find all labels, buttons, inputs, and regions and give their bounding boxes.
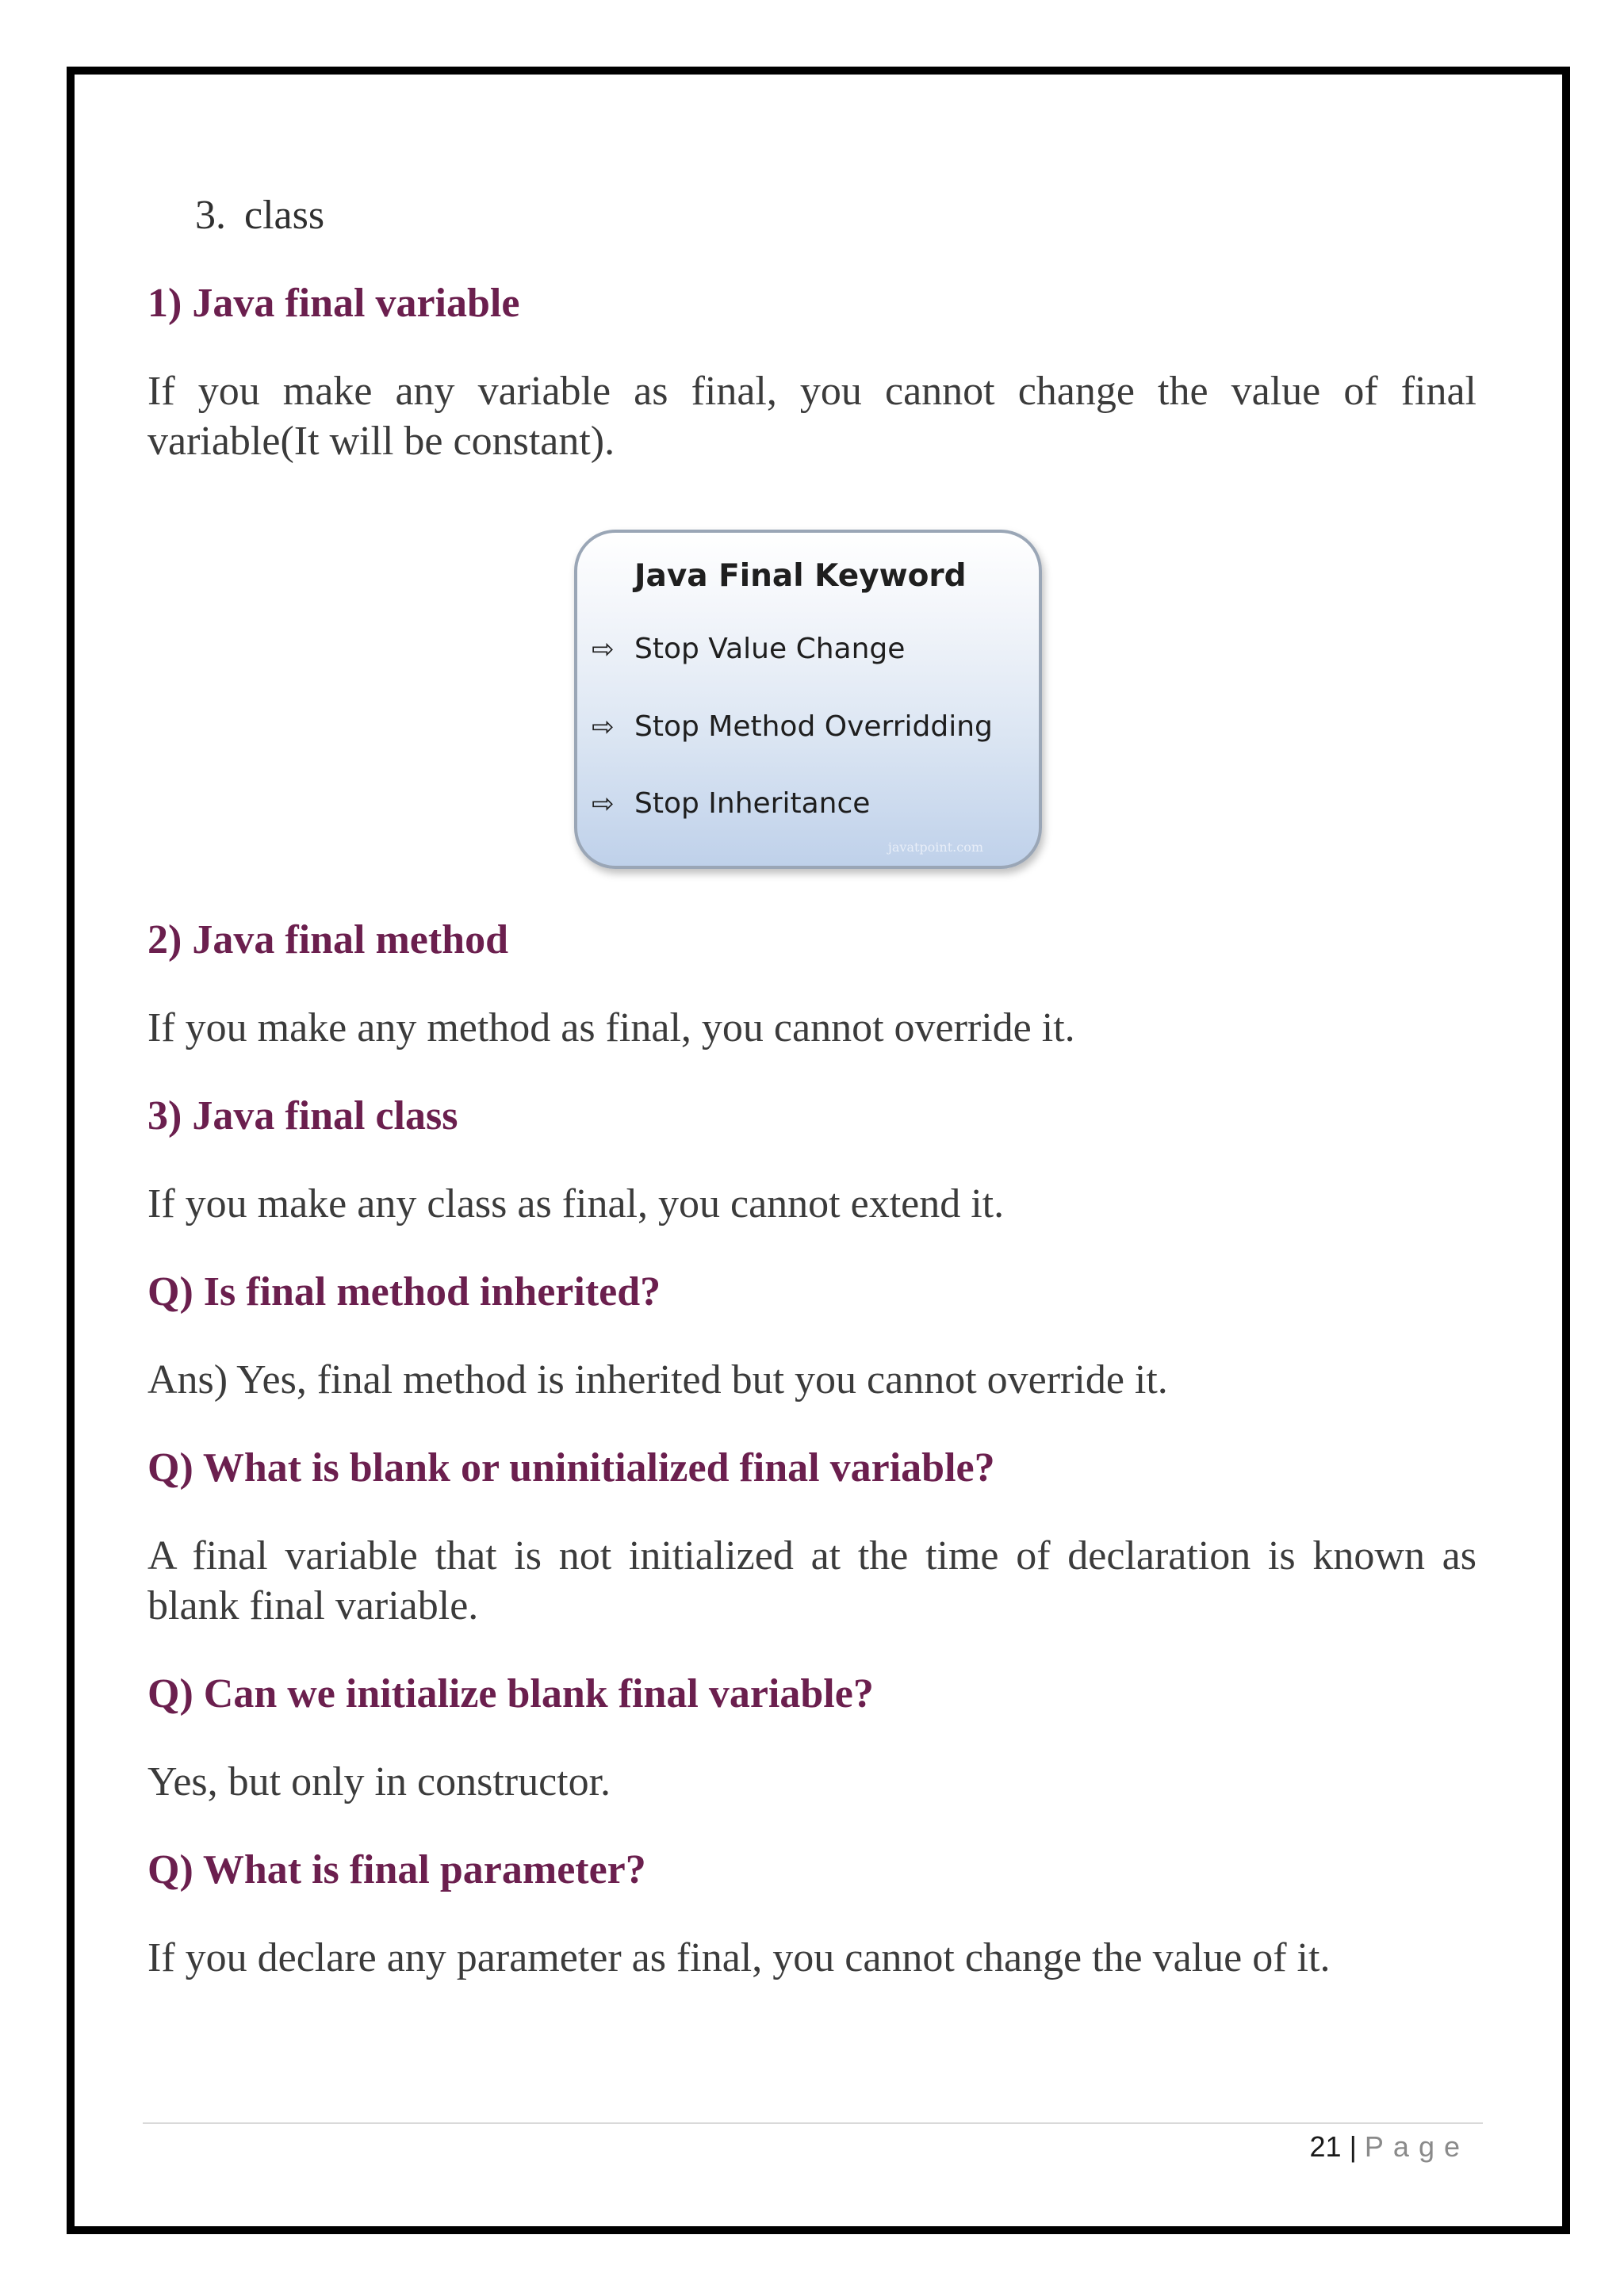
diagram-watermark: javatpoint.com [887, 840, 983, 855]
diagram-item [592, 787, 870, 820]
heading-initialize-blank-final: Q) Can we initialize blank final variable? [147, 1671, 874, 1716]
heading-final-method-inherited: Q) Is final method inherited? [147, 1269, 661, 1314]
page-number: 21 [1309, 2130, 1342, 2163]
page-footer [1310, 2130, 1469, 2164]
heading-final-method: 2) Java final method [147, 917, 508, 962]
java-final-keyword-diagram [574, 530, 1042, 869]
diagram-item [592, 633, 905, 665]
paragraph-blank-final-variable: A final variable that is not initialized at the time of declaration is known as blank final variable. [147, 1533, 1477, 1628]
footer-separator: | [1349, 2130, 1357, 2163]
page-label: Page [1364, 2130, 1469, 2163]
heading-final-class: 3) Java final class [147, 1093, 458, 1138]
heading-blank-final-variable: Q) What is blank or uninitialized final variable? [147, 1445, 995, 1490]
paragraph-final-class: If you make any class as final, you cannot extend it. [147, 1181, 1005, 1226]
paragraph-initialize-blank-final: Yes, but only in constructor. [147, 1759, 611, 1804]
paragraph-final-method-inherited: Ans) Yes, final method is inherited but you cannot override it. [147, 1357, 1168, 1402]
list-number: 3. [195, 193, 226, 238]
heading-final-variable: 1) Java final variable [147, 281, 520, 326]
paragraph-final-variable: If you make any variable as final, you cannot change the value of final variable(It will be constant). [147, 369, 1477, 464]
diagram-item-label: Stop Method Overridding [634, 710, 993, 743]
paragraph-final-parameter: If you declare any parameter as final, you cannot change the value of it. [147, 1935, 1331, 1980]
list-text: class [244, 193, 325, 238]
heading-final-parameter: Q) What is final parameter? [147, 1847, 646, 1892]
diagram-title: Java Final Keyword [634, 558, 967, 594]
right-arrow-icon: ⇨ [592, 710, 615, 743]
diagram-item-label: Stop Value Change [634, 633, 906, 665]
footer-divider [143, 2122, 1483, 2124]
paragraph-final-method: If you make any method as final, you cannot override it. [147, 1005, 1075, 1050]
diagram-item [592, 710, 993, 743]
diagram-item-label: Stop Inheritance [634, 787, 871, 820]
right-arrow-icon: ⇨ [592, 633, 615, 665]
right-arrow-icon: ⇨ [592, 787, 615, 820]
list-item-class [195, 190, 324, 241]
